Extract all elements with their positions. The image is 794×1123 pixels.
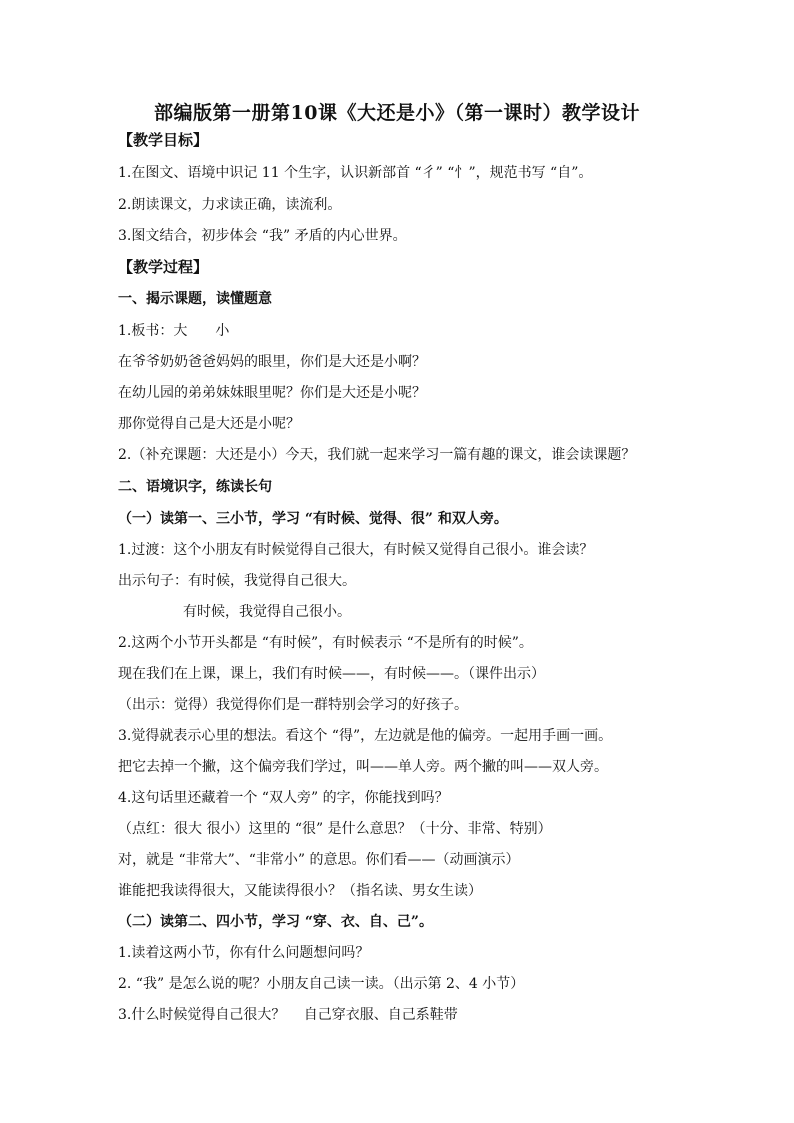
- objective-3: 3.图文结合，初步体会 “我” 矛盾的内心世界。: [118, 228, 407, 244]
- paragraph: 现在我们在上课，课上，我们有时候——，有时候——。（课件出示）: [118, 666, 545, 682]
- subsection-heading-2: （二）读第二、四小节，学习 “穿、衣、自、己”。: [118, 914, 433, 930]
- objective-2: 2.朗读课文，力求读正确，读流利。: [118, 197, 342, 213]
- paragraph: 那你觉得自己是大还是小呢？: [118, 416, 300, 432]
- paragraph: 对，就是 “非常大”、“非常小” 的意思。你们看——（动画演示）: [118, 852, 520, 868]
- document-title: 部编版第一册第10课《大还是小》（第一课时）教学设计: [154, 102, 640, 124]
- paragraph: 把它去掉一个撇，这个偏旁我们学过，叫——单人旁。两个撇的叫——双人旁。: [118, 759, 608, 775]
- objective-1: 1.在图文、语境中识记 11 个生字，认识新部首 “彳” “忄”，规范书写 “自”。: [118, 165, 593, 181]
- paragraph: 1.读着这两小节，你有什么问题想问吗？: [118, 945, 370, 961]
- paragraph: 1.板书：大 小: [118, 323, 230, 339]
- paragraph: 3.什么时候觉得自己很大？ 自己穿衣服、自己系鞋带: [118, 1007, 458, 1023]
- section-heading-objectives: 【教学目标】: [118, 131, 209, 149]
- part-1-heading: 一、揭示课题，读懂题意: [118, 291, 272, 307]
- paragraph: 2. “我” 是怎么说的呢？小朋友自己读一读。（出示第 2、4 小节）: [118, 976, 525, 992]
- part-2-heading: 二、语境识字，练读长句: [118, 479, 272, 495]
- paragraph: 3.觉得就表示心里的想法。看这个 “得”，左边就是他的偏旁。一起用手画一画。: [118, 728, 613, 744]
- paragraph-indented: 有时候，我觉得自己很小。: [183, 604, 351, 620]
- paragraph: 在幼儿园的弟弟妹妹眼里呢？你们是大还是小呢？: [118, 385, 426, 401]
- paragraph: （出示：觉得）我觉得你们是一群特别会学习的好孩子。: [118, 697, 468, 713]
- paragraph: 4.这句话里还藏着一个 “双人旁” 的字，你能找到吗？: [118, 790, 449, 806]
- subsection-heading-1: （一）读第一、三小节，学习 “有时候、觉得、很” 和双人旁。: [118, 511, 508, 527]
- paragraph: 2.（补充课题：大还是小）今天，我们就一起来学习一篇有趣的课文，谁会读课题？: [118, 447, 636, 463]
- paragraph: 在爷爷奶奶爸爸妈妈的眼里，你们是大还是小啊？: [118, 354, 426, 370]
- section-heading-process: 【教学过程】: [118, 258, 209, 276]
- paragraph: （点红：很大 很小）这里的 “很” 是什么意思？（十分、非常、特别）: [118, 821, 552, 837]
- paragraph: 谁能把我读得很大，又能读得很小？（指名读、男女生读）: [118, 883, 482, 899]
- paragraph: 2.这两个小节开头都是 “有时候”，有时候表示 “不是所有的时候”。: [118, 635, 533, 651]
- paragraph: 出示句子：有时候，我觉得自己很大。: [118, 573, 356, 589]
- paragraph: 1.过渡：这个小朋友有时候觉得自己很大，有时候又觉得自己很小。谁会读？: [118, 542, 594, 558]
